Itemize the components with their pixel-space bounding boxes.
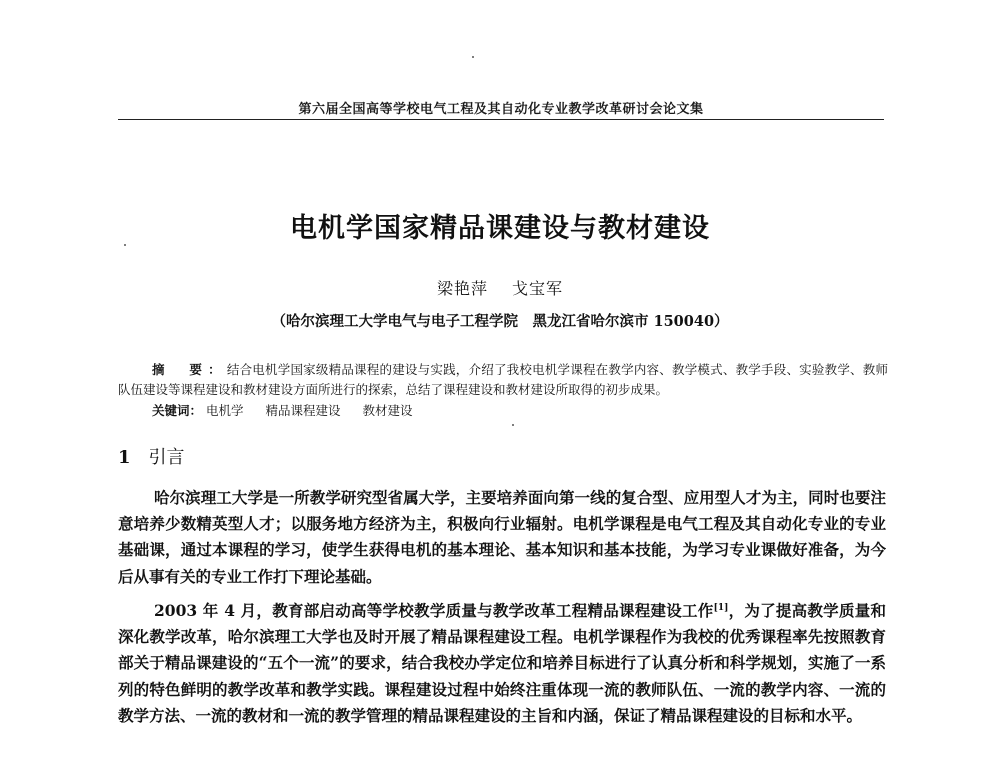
keyword-item: 电机学 [206,403,244,418]
scan-speck [512,424,514,426]
paper-title: 电机学国家精品课建设与教材建设 [290,213,710,244]
abstract-text: 结合电机学国家级精品课程的建设与实践，介绍了我校电机学课程在教学内容、教学模式、教学手段、实验教学、教师队伍建设等课程建设和教材建设方面所进行的探索，总结了课程建设和教材建设所取得的初步成果。 [118,362,888,397]
running-header: 第六届全国高等学校电气工程及其自动化专业教学改革研讨会论文集 [298,102,704,117]
body-paragraph-2 [118,595,886,729]
section-number: 1 [118,447,131,468]
section-title: 引言 [148,447,185,468]
citation-ref[interactable]: [1] [713,603,729,613]
abstract-label: 摘 要： [152,362,227,377]
body-paragraph-1: 哈尔滨理工大学是一所教学研究型省属大学，主要培养面向第一线的复合型、应用型人才为主，同时也要注意培养少数精英型人才；以服务地方经济为主，积极向行业辐射。电机学课程是电气工程及其自动化专业的专业基础课，通过本课程的学习，使学生获得电机的基本理论、基本知识和基本技能，为学习专业课做好准备，为今后从事有关的专业工作打下理论基础。 [118,488,886,586]
keywords [152,401,852,419]
paragraph-2-text-a: 2003 年 4 月，教育部启动高等学校教学质量与教学改革工程精品课程建设工作 [154,601,714,620]
abstract [118,360,888,400]
paper-affiliation: （哈尔滨理工大学电气与电子工程学院 黑龙江省哈尔滨市 150040） [271,313,729,330]
keyword-item: 精品课程建设 [265,403,341,418]
keyword-item: 教材建设 [362,403,413,418]
paragraph-2-text-b: ，为了提高教学质量和深化教学改革，哈尔滨理工大学也及时开展了精品课程建设工程。电机学课程作为我校的优秀课程率先按照教育部关于精品课建设的“五个一流”的要求，结合我校办学定位和培养目标进行了认真分析和科学规划，实施了一系列的特色鲜明的教学改革和教学实践。课程建设过程中始终注重体现一流的教师队伍、一流的教学内容、一流的教学方法、一流的教材和一流的教学管理的精品课程建设的主旨和内涵，保证了精品课程建设的目标和水平。 [118,601,886,725]
header-rule [118,119,884,120]
keywords-label: 关键词： [152,403,203,418]
paper-authors: 梁艳萍 戈宝军 [436,279,564,298]
scan-speck [472,56,474,58]
section-heading [118,443,185,469]
